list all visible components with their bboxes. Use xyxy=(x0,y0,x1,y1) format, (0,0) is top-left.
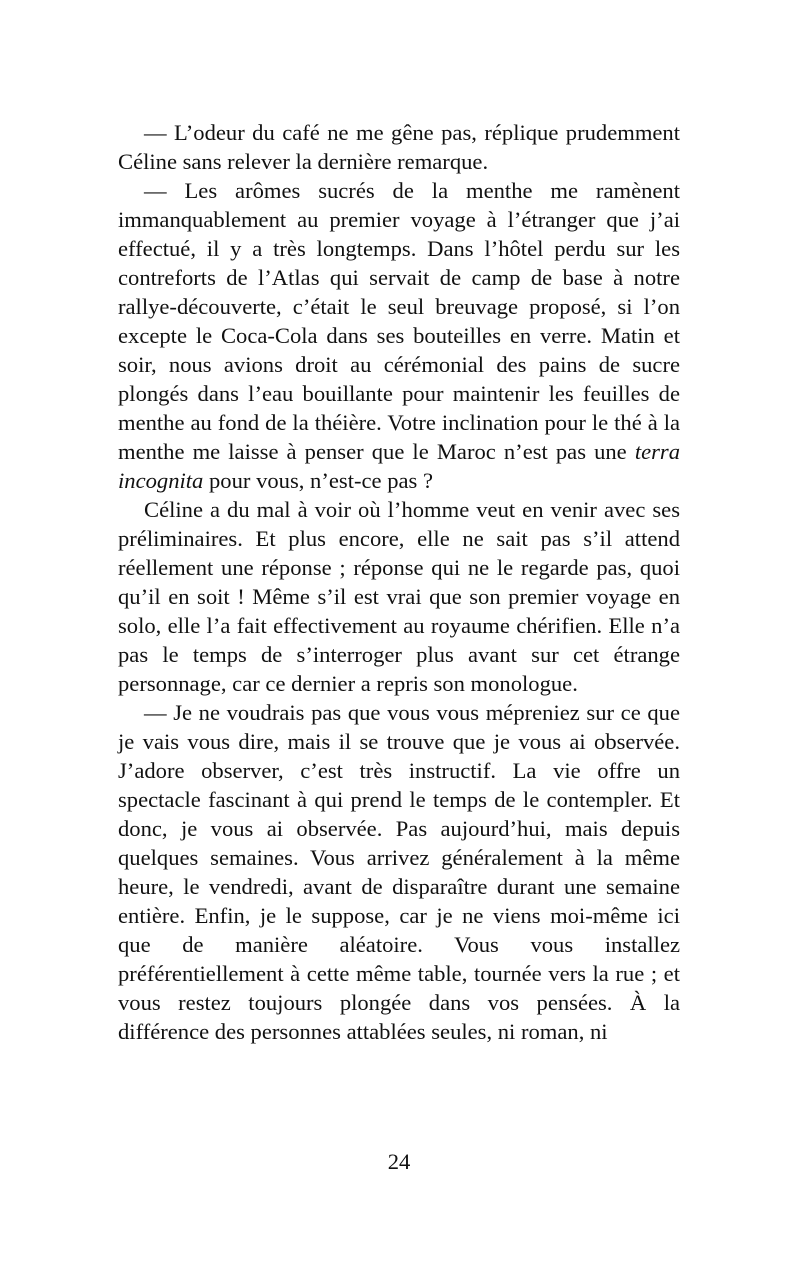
paragraph-2 xyxy=(118,176,680,495)
paragraph-4 xyxy=(118,698,680,1046)
paragraph-3 xyxy=(118,495,680,698)
paragraph-2-text: — Les arômes sucrés de la menthe me ramènent immanquablement au premier voyage à l’étranger que j’ai effectué, il y a très longtemps. Dans l’hôtel perdu sur les contreforts de l’Atlas qui servait de camp de base à notre rallye-découverte, c’était le seul breuvage proposé, si l’on excepte le Coca-Cola dans ses bouteilles en verre. Matin et soir, nous avions droit au cérémonial des pains de sucre plongés dans l’eau bouillante pour maintenir les feuilles de menthe au fond de la théière. Votre inclination pour le thé à la menthe me laisse à penser que le Maroc n’est pas une xyxy=(118,178,680,464)
paragraph-4-text: — Je ne voudrais pas que vous vous mépreniez sur ce que je vais vous dire, mais il se trouve que je vous ai observée. J’adore observer, c’est très instructif. La vie offre un spectacle fascinant à qui prend le temps de le contempler. Et donc, je vous ai observée. Pas aujourd’hui, mais depuis quelques semaines. Vous arrivez généralement à la même heure, le vendredi, avant de disparaître durant une semaine entière. Enfin, je le suppose, car je ne viens moi-même ici que de manière aléatoire. Vous vous installez préférentiellement à cette même table, tournée vers la rue ; et vous restez toujours plongée dans vos pensées. À la différence des personnes attablées seules, ni roman, ni xyxy=(118,700,680,1044)
page-body xyxy=(118,118,680,1046)
page-number: 24 xyxy=(387,1149,411,1174)
paragraph-2-italic: terra incognita xyxy=(118,439,680,493)
paragraph-1-text: — L’odeur du café ne me gêne pas, réplique prudemment Céline sans relever la dernière remarque. xyxy=(118,120,680,174)
paragraph-1 xyxy=(118,118,680,176)
paragraph-2-after: pour vous, n’est-ce pas ? xyxy=(203,468,433,493)
paragraph-3-text: Céline a du mal à voir où l’homme veut en venir avec ses préliminaires. Et plus encore, elle ne sait pas s’il attend réellement une réponse ; réponse qui ne le regarde pas, quoi qu’il en soit ! Même s’il est vrai que son premier voyage en solo, elle l’a fait effectivement au royaume chérifien. Elle n’a pas le temps de s’interroger plus avant sur cet étrange personnage, car ce dernier a repris son monologue. xyxy=(118,497,680,696)
